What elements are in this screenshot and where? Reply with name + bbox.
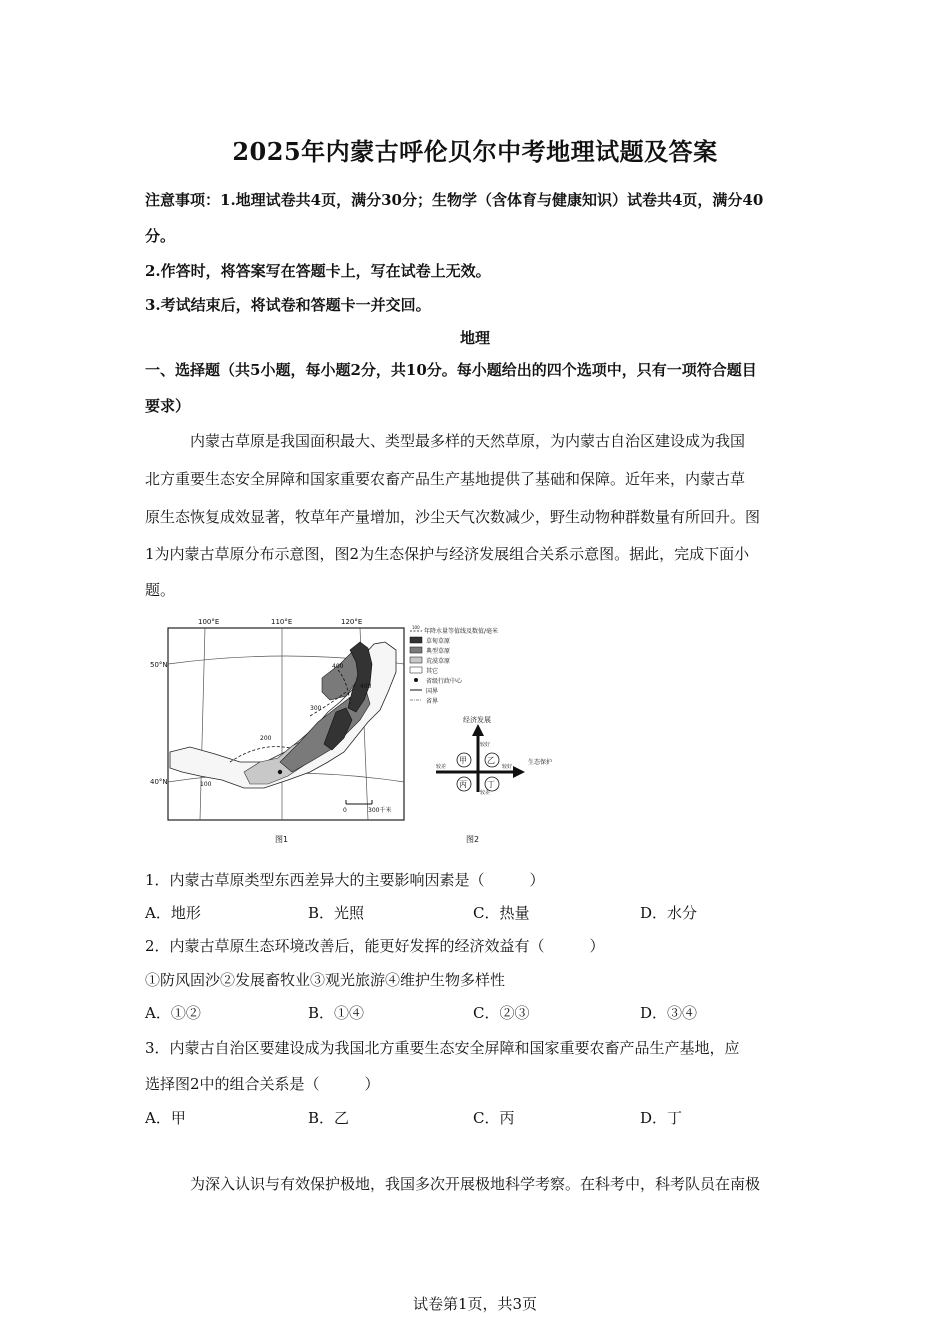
legend-typical: 典型草原 — [426, 648, 451, 655]
fig2-quadrant-jia: 甲 — [459, 756, 467, 765]
lon-label-100: 100°E — [198, 618, 220, 626]
figure1-caption: 图1 — [275, 835, 289, 844]
lon-label-120: 120°E — [341, 618, 363, 626]
q2-option-d: D．③④ — [640, 1004, 698, 1022]
legend-line-value: 100 — [412, 625, 420, 630]
q3-option-a: A．甲 — [145, 1109, 186, 1127]
notes-line-4: 3.考试结束后，将试卷和答题卡一并交回。 — [145, 296, 431, 314]
legend-isohyet: 年降水量等值线及数值/毫米 — [424, 628, 499, 635]
scale-km: 300千米 — [368, 807, 392, 814]
fig2-x-good: 较好 — [502, 764, 513, 770]
fig2-x-poor: 较差 — [436, 764, 447, 770]
passage1-line-5: 题。 — [145, 581, 176, 599]
legend-meadow: 草甸草原 — [426, 638, 451, 645]
lat-label-40: 40°N — [150, 778, 168, 786]
passage1-line-3: 原生态恢复成效显著，牧草年产量增加，沙尘天气次数减少，野生动物种群数量有所回升。图 — [145, 508, 761, 526]
fig2-axis-x: 生态保护 — [528, 759, 553, 766]
legend-national-border: 国界 — [426, 688, 439, 695]
q3-options — [145, 1108, 810, 1128]
page-title: 2025年内蒙古呼伦贝尔中考地理试题及答案 — [232, 137, 718, 166]
q3-option-b: B．乙 — [308, 1109, 350, 1127]
q1-option-b: B．光照 — [308, 904, 365, 922]
notes-line-3: 2.作答时，将答案写在答题卡上，写在试卷上无效。 — [145, 262, 491, 280]
isohyet-label-3: 300 — [310, 705, 322, 712]
isohyet-label-1: 100 — [200, 781, 212, 788]
q3-option-d: D．丁 — [640, 1109, 683, 1127]
legend-desert: 荒漠草原 — [426, 658, 451, 665]
figure2-diagram — [436, 715, 552, 844]
map-legend — [410, 625, 498, 705]
q3-stem-line-2: 选择图2中的组合关系是（ ） — [145, 1075, 380, 1093]
q2-items: ①防风固沙②发展畜牧业③观光旅游④维护生物多样性 — [145, 971, 506, 989]
section-heading-line-1: 一、选择题（共5小题，每小题2分，共10分。每小题给出的四个选项中，只有一项符合题目 — [145, 361, 757, 379]
q1-options — [145, 903, 810, 923]
q1-option-d: D．水分 — [640, 904, 698, 922]
fig2-y-poor: 较差 — [480, 790, 491, 796]
passage1-line-4: 1为内蒙古草原分布示意图，图2为生态保护与经济发展组合关系示意图。据此，完成下面小 — [145, 545, 750, 563]
q3-option-c: C．丙 — [473, 1109, 515, 1127]
fig2-quadrant-yi: 乙 — [487, 756, 495, 765]
fig2-y-good: 较好 — [480, 742, 491, 748]
scale-zero: 0 — [343, 807, 347, 814]
fig2-quadrant-ding: 丁 — [487, 780, 495, 789]
section-heading-line-2: 要求） — [145, 397, 191, 415]
passage2-line-1: 为深入认识与有效保护极地，我国多次开展极地科学考察。在科考中，科考队员在南极 — [190, 1175, 761, 1193]
q1-stem: 1．内蒙古草原类型东西差异大的主要影响因素是（ ） — [145, 871, 545, 889]
q2-stem: 2．内蒙古草原生态环境改善后，能更好发挥的经济效益有（ ） — [145, 937, 605, 955]
page-footer: 试卷第1页，共3页 — [412, 1295, 538, 1313]
fig2-axis-y: 经济发展 — [463, 716, 491, 724]
q2-option-c: C．②③ — [473, 1004, 530, 1022]
fig2-quadrant-bing: 丙 — [459, 780, 467, 789]
subject-heading: 地理 — [459, 329, 490, 347]
q2-option-a: A．①② — [145, 1004, 201, 1022]
passage1-line-1: 内蒙古草原是我国面积最大、类型最多样的天然草原，为内蒙古自治区建设成为我国 — [190, 432, 746, 450]
isohyet-label-5: 400 — [360, 683, 372, 690]
passage1-line-2: 北方重要生态安全屏障和国家重要农畜产品生产基地提供了基础和保障。近年来，内蒙古草 — [145, 470, 746, 488]
notes-line-2: 分。 — [145, 227, 176, 245]
isohyet-label-2: 200 — [260, 735, 272, 742]
q1-option-a: A．地形 — [145, 904, 201, 922]
lon-label-110: 110°E — [271, 618, 293, 626]
q2-options — [145, 1003, 810, 1023]
isohyet-label-4: 400 — [332, 663, 344, 670]
figure2-caption: 图2 — [466, 835, 480, 844]
lat-label-50: 50°N — [150, 661, 168, 669]
notes-line-1: 注意事项：1.地理试卷共4页，满分30分；生物学（含体育与健康知识）试卷共4页，满分40 — [145, 191, 764, 209]
q1-option-c: C．热量 — [473, 904, 530, 922]
legend-other: 其它 — [426, 668, 439, 675]
legend-capital: 省级行政中心 — [426, 678, 463, 685]
legend-provincial-border: 省界 — [426, 698, 439, 705]
figure-map-and-diagram — [150, 612, 560, 852]
q2-option-b: B．①④ — [308, 1004, 365, 1022]
q3-stem-line-1: 3．内蒙古自治区要建设成为我国北方重要生态安全屏障和国家重要农畜产品生产基地，应 — [145, 1039, 740, 1057]
